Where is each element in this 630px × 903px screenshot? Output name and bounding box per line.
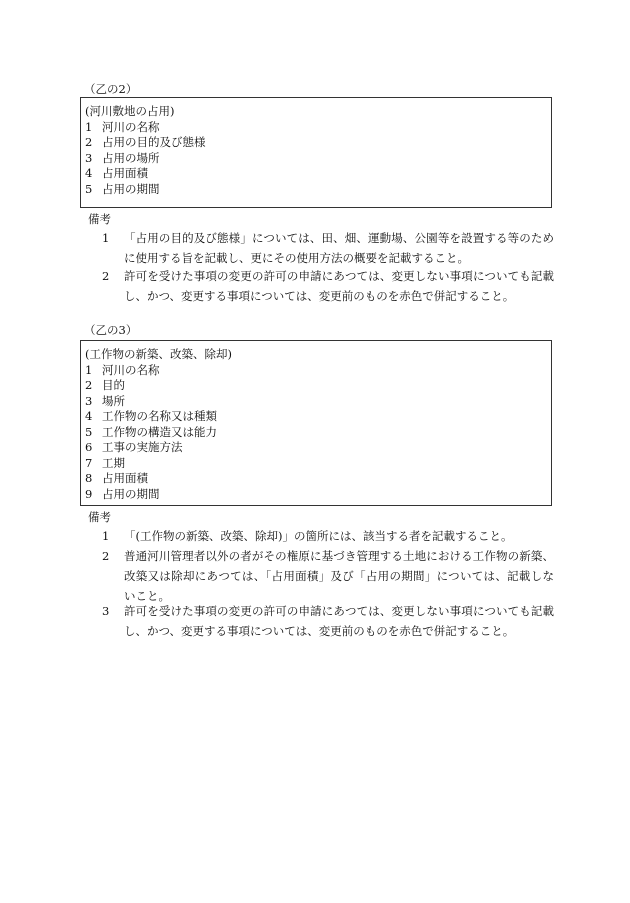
list-item: [85, 363, 551, 379]
item-text: 工作物の構造又は能力: [102, 424, 217, 439]
list-item: [85, 120, 551, 136]
item-number: 1: [85, 119, 93, 134]
note-number: 1: [102, 529, 110, 543]
form-box-structure-construction: [80, 340, 552, 506]
item-text: 占用面積: [102, 471, 148, 485]
list-item: [85, 394, 551, 410]
note-text: 許可を受けた事項の変更の許可の申請にあつては、変更しない事項についても記載し、かつ、変更する事項については、変更前のものを赤色で併記すること。: [124, 269, 554, 303]
item-text: 河川の名称: [102, 362, 160, 377]
note-text: 普通河川管理者以外の者がその権原に基づき管理する土地における工作物の新築、改築又は除却にあつては、「占用面積」及び「占用の期間」については、記載しないこと。: [124, 549, 554, 603]
item-number: 2: [85, 378, 93, 392]
list-item: [85, 440, 551, 456]
item-number: 4: [85, 409, 93, 423]
item-number: 4: [85, 166, 93, 180]
item-number: 3: [85, 150, 93, 165]
item-number: 5: [85, 424, 93, 439]
box-title: (河川敷地の占用): [85, 104, 175, 118]
list-item: [85, 456, 551, 472]
item-text: 占用の目的及び態様: [102, 135, 206, 149]
item-text: 占用面積: [102, 166, 148, 180]
item-text: 目的: [102, 378, 125, 392]
remark-note: [102, 546, 554, 606]
item-text: 河川の名称: [102, 119, 160, 134]
item-number: 8: [85, 471, 93, 485]
list-item: [85, 487, 551, 503]
item-number: 6: [85, 440, 93, 454]
item-number: 9: [85, 486, 93, 501]
item-text: 占用の期間: [102, 486, 160, 501]
remark-note: [102, 228, 554, 268]
item-number: 7: [85, 455, 93, 470]
item-text: 工期: [102, 455, 125, 470]
item-number: 5: [85, 181, 93, 196]
box-title: (工作物の新築、改築、除却): [85, 347, 232, 361]
remarks-title: 備考: [88, 510, 111, 524]
item-text: 工事の実施方法: [102, 440, 183, 454]
list-item: [85, 166, 551, 182]
item-text: 場所: [102, 393, 125, 408]
note-number: 2: [102, 549, 110, 563]
item-text: 工作物の名称又は種類: [102, 409, 217, 423]
note-number: 3: [102, 604, 110, 618]
remark-note: [102, 526, 554, 546]
list-item: [85, 471, 551, 487]
item-text: 占用の場所: [102, 150, 160, 165]
item-number: 3: [85, 393, 93, 408]
list-item: [85, 378, 551, 394]
list-item: [85, 182, 551, 198]
note-text: 「(工作物の新築、改築、除却)」の箇所には、該当する者を記載すること。: [124, 529, 513, 543]
list-item: [85, 151, 551, 167]
remarks-title: 備考: [88, 212, 111, 226]
section-label-otsu-3: （乙の3）: [84, 323, 138, 337]
note-number: 1: [102, 231, 110, 245]
list-item: [85, 425, 551, 441]
remark-note: [102, 601, 554, 641]
remark-note: [102, 266, 554, 306]
note-text: 「占用の目的及び態様」については、田、畑、運動場、公園等を設置する等のために使用する旨を記載し、更にその使用方法の概要を記載すること。: [124, 231, 554, 265]
list-item: [85, 135, 551, 151]
item-text: 占用の期間: [102, 181, 160, 196]
list-item: [85, 409, 551, 425]
form-box-river-land-occupancy: [80, 97, 552, 208]
note-text: 許可を受けた事項の変更の許可の申請にあつては、変更しない事項についても記載し、かつ、変更する事項については、変更前のものを赤色で併記すること。: [124, 604, 554, 638]
item-number: 2: [85, 135, 93, 149]
section-label-otsu-2: （乙の2）: [84, 82, 138, 96]
note-number: 2: [102, 269, 110, 283]
item-number: 1: [85, 362, 93, 377]
